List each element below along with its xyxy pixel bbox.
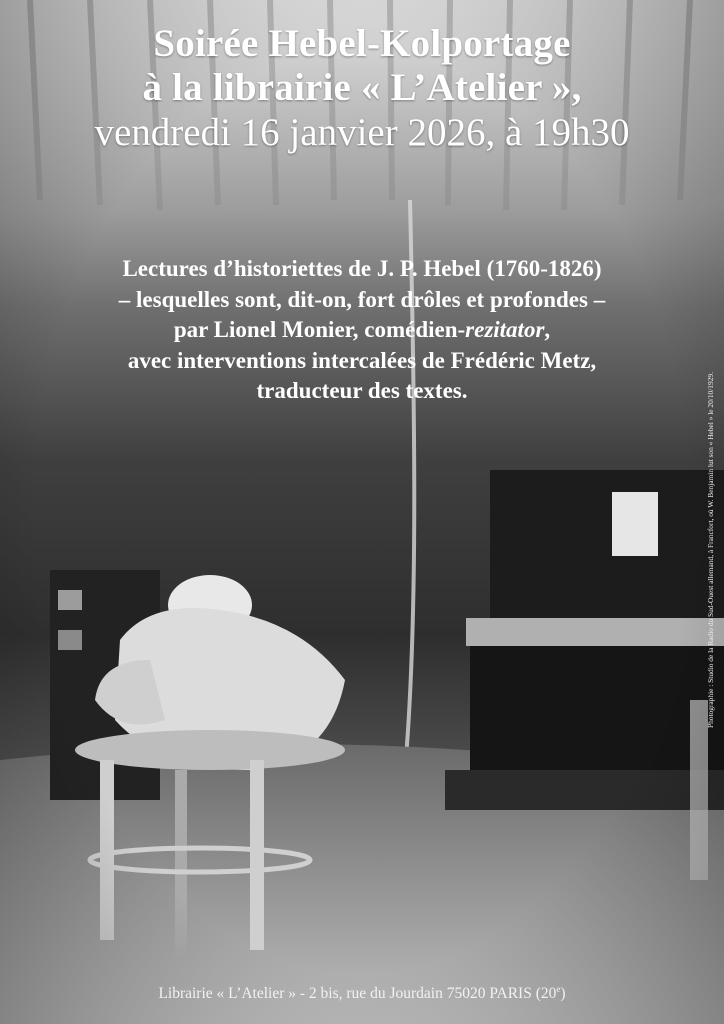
event-date: vendredi 16 janvier 2026, à 19h30 — [94, 111, 630, 154]
event-title: Soirée Hebel-Kolportage — [153, 22, 571, 65]
address-text: Librairie « L’Atelier » - 2 bis, rue du Jourdain 75020 PARIS (20 — [158, 985, 557, 1003]
arrondissement-suffix: e — [556, 984, 561, 994]
event-venue: à la librairie « L’Atelier », — [142, 66, 582, 109]
address-close: ) — [560, 985, 566, 1003]
performer-text: par Lionel Monier, comédien- — [173, 317, 466, 342]
description-line: avec interventions intercalées de Frédéric Metz, — [127, 347, 597, 373]
description-line: traducteur des textes. — [256, 378, 468, 403]
photo-credit — [706, 228, 716, 728]
photo-credit-text: Photographie : Studio de la Radio du Sud-Ouest allemand, à Francfort, où W. Benjamin lut son « Hebel » le 20/10/1929. — [706, 372, 715, 728]
description-line — [0, 315, 724, 346]
description-line: – lesquelles sont, dit-on, fort drôles et profondes – — [118, 286, 606, 312]
description-line: Lectures d’historiettes de J. P. Hebel (1760-1826) — [122, 256, 602, 281]
venue-address — [0, 984, 724, 1003]
performer-role: rezitator — [465, 317, 545, 342]
event-description — [0, 254, 724, 407]
event-header — [0, 22, 724, 156]
performer-punct: , — [544, 317, 551, 342]
